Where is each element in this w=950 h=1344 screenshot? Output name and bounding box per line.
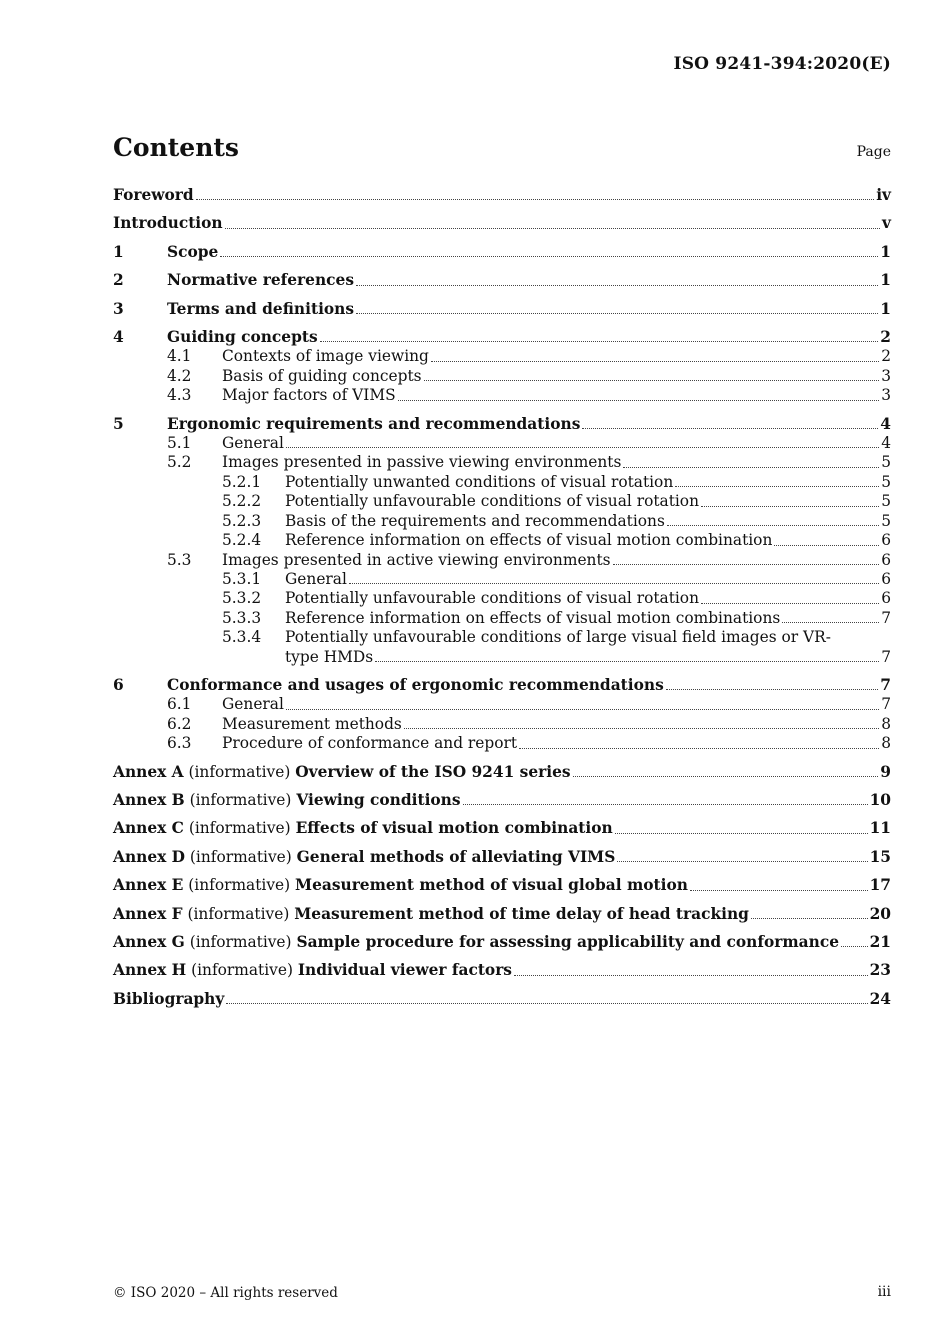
toc-entry-5-3-3[interactable]: 5.3.3 Reference information on effects of visual motion combinations 7 — [222, 608, 891, 627]
toc-entry-3[interactable]: 3 Terms and definitions 1 — [113, 299, 891, 318]
toc-entry-5[interactable]: 5 Ergonomic requirements and recommendations 4 — [113, 414, 891, 433]
toc-entry-6[interactable]: 6 Conformance and usages of ergonomic recommendations 7 — [113, 675, 891, 694]
toc-entry-5-2-3[interactable]: 5.2.3 Basis of the requirements and recommendations 5 — [222, 511, 891, 530]
toc-entry-2[interactable]: 2 Normative references 1 — [113, 271, 891, 290]
toc-entry-bibliography[interactable]: Bibliography 24 — [113, 989, 891, 1008]
toc-entry-annex-e[interactable]: Annex E (informative) Measurement method of visual global motion 17 — [113, 876, 891, 895]
toc-entry-5-2-2[interactable]: 5.2.2 Potentially unfavourable conditions of visual rotation 5 — [222, 492, 891, 511]
toc-entry-5-3-4-continued[interactable]: type HMDs 7 — [285, 647, 891, 666]
contents-heading — [113, 133, 891, 162]
toc-entry-annex-f[interactable]: Annex F (informative) Measurement method of time delay of head tracking 20 — [113, 904, 891, 923]
toc-entry-5-3-1[interactable]: 5.3.1 General 6 — [222, 569, 891, 588]
toc-entry-5-2[interactable]: 5.2 Images presented in passive viewing environments 5 — [167, 453, 891, 472]
toc-entry-5-3-4[interactable]: 5.3.4 Potentially unfavourable conditions of large visual field images or VR- — [222, 628, 831, 647]
toc-entry-introduction[interactable]: Introduction v — [113, 214, 891, 233]
toc-entry-annex-h[interactable]: Annex H (informative) Individual viewer factors 23 — [113, 961, 891, 980]
copyright-notice: © ISO 2020 – All rights reserved — [113, 1285, 338, 1301]
toc-entry-6-2[interactable]: 6.2 Measurement methods 8 — [167, 714, 891, 733]
contents-title: Contents — [113, 133, 240, 162]
toc-entry-5-3[interactable]: 5.3 Images presented in active viewing environments 6 — [167, 550, 891, 569]
toc-entry-5-3-2[interactable]: 5.3.2 Potentially unfavourable conditions of visual rotation 6 — [222, 589, 891, 608]
toc-entry-annex-b[interactable]: Annex B (informative) Viewing conditions 10 — [113, 790, 891, 809]
toc-entry-6-1[interactable]: 6.1 General 7 — [167, 695, 891, 714]
toc-entry-5-2-4[interactable]: 5.2.4 Reference information on effects of visual motion combination 6 — [222, 531, 891, 550]
toc-entry-4-3[interactable]: 4.3 Major factors of VIMS 3 — [167, 386, 891, 405]
toc-entry-annex-a[interactable]: Annex A (informative) Overview of the ISO 9241 series 9 — [113, 762, 891, 781]
toc-entry-5-1[interactable]: 5.1 General 4 — [167, 434, 891, 453]
toc-entry-annex-d[interactable]: Annex D (informative) General methods of alleviating VIMS 15 — [113, 847, 891, 866]
toc-entry-annex-g[interactable]: Annex G (informative) Sample procedure for assessing applicability and conformance 21 — [113, 933, 891, 951]
page-column-label: Page — [856, 144, 891, 160]
toc-entry-4-2[interactable]: 4.2 Basis of guiding concepts 3 — [167, 366, 891, 385]
toc-entry-annex-c[interactable]: Annex C (informative) Effects of visual motion combination 11 — [113, 819, 891, 838]
document-id: ISO 9241-394:2020(E) — [673, 54, 891, 74]
toc-entry-6-3[interactable]: 6.3 Procedure of conformance and report 8 — [167, 734, 891, 753]
page-number: iii — [877, 1284, 891, 1300]
table-of-contents — [113, 186, 891, 1009]
toc-entry-foreword[interactable]: Foreword iv — [113, 186, 891, 204]
toc-entry-1[interactable]: 1 Scope 1 — [113, 242, 891, 261]
toc-entry-4-1[interactable]: 4.1 Contexts of image viewing 2 — [167, 347, 891, 366]
toc-entry-5-2-1[interactable]: 5.2.1 Potentially unwanted conditions of visual rotation 5 — [222, 472, 891, 491]
toc-entry-4[interactable]: 4 Guiding concepts 2 — [113, 328, 891, 347]
